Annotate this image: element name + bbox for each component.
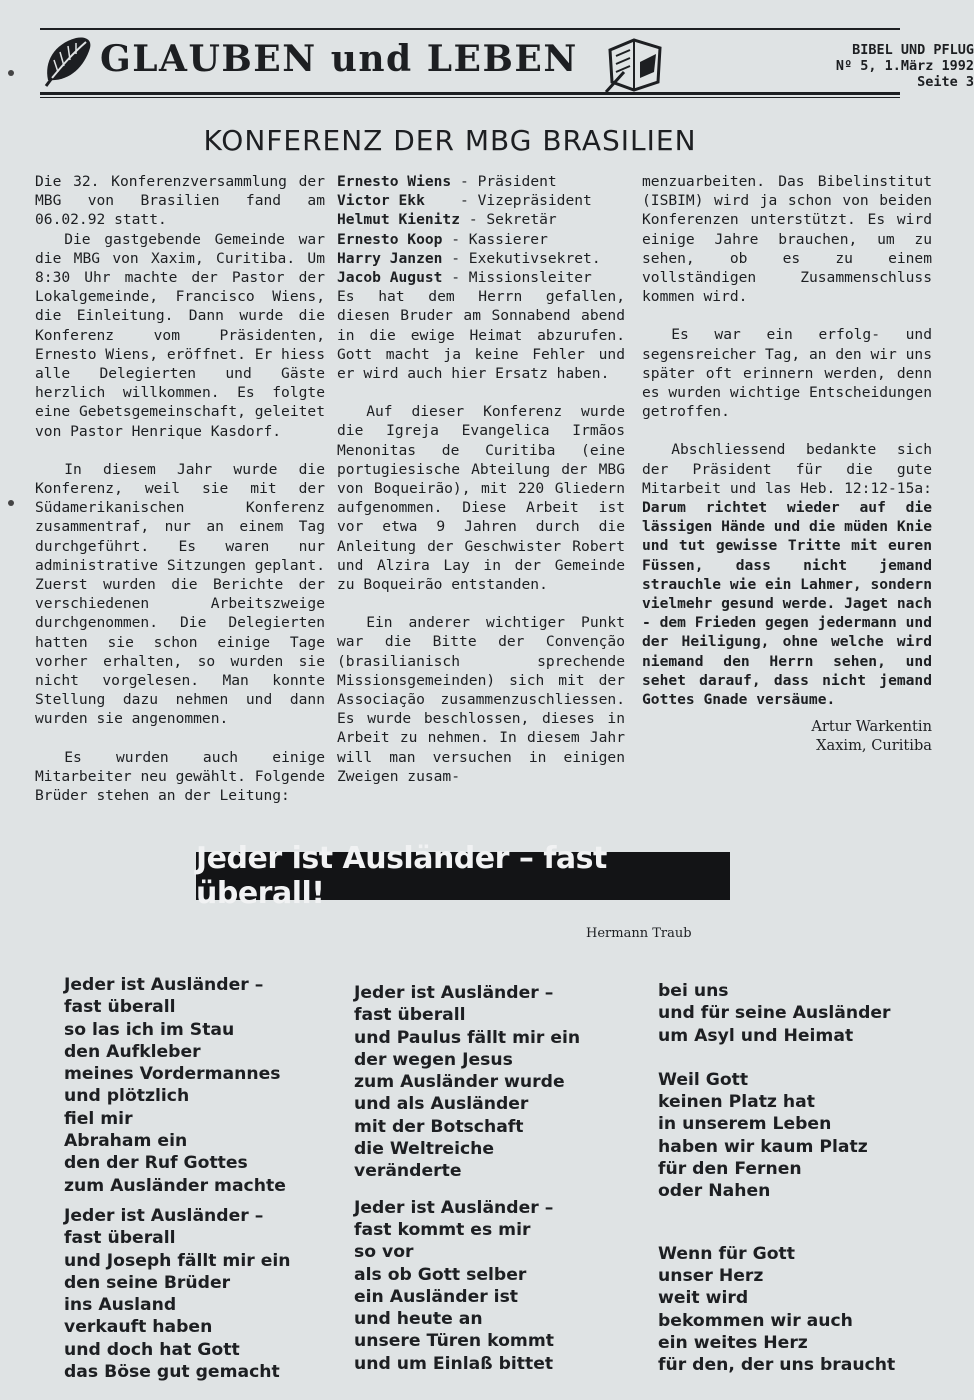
poem-stanza [64,974,334,1197]
poem-line: ein weites Herz [658,1332,808,1353]
officer-list [337,172,625,287]
bible-quote: Darum richtet wieder auf die lässigen Hände und die müden Knie und tut gewisse Tritte mit euren Füssen, dass nicht jemand strauchle wie ein Lahmer, sondern vielmehr gesund werde. Jaget nach - dem Frieden gegen jedermann und der Heiligung, ohne welche wird niemand den Herrn sehen, und sehet darauf, dass nicht jemand Gottes Gnade versäume. [642,499,932,709]
signature-place: Xaxim, Curitiba [816,737,932,755]
paragraph: Es wurden auch einige Mitarbeiter neu gewählt. Folgende Brüder stehen an der Leitung: [35,748,325,805]
officer-row [337,191,625,210]
officer-name: Ernesto Wiens [337,173,452,190]
poem-line: zum Ausländer wurde [354,1072,565,1093]
article-column-1 [35,172,325,805]
poem-line: weit wird [658,1288,749,1309]
poem-line: und Joseph fällt mir ein [64,1250,291,1271]
poem-line: und doch hat Gott [64,1339,240,1360]
officer-row [337,249,625,268]
poem-line: keinen Platz hat [658,1092,815,1113]
poem-line: bei uns [658,981,729,1001]
poem-line: und plötzlich [64,1086,190,1107]
poem-line: und Paulus fällt mir ein [354,1027,581,1048]
issue-date: Nº 5, 1.März 1992 [835,58,974,74]
poem-line: und heute an [354,1309,483,1330]
poem-column-1 [64,974,334,1393]
officer-row [337,268,625,287]
paragraph: Die gastgebende Gemeinde war die MBG von Xaxim, Curitiba. Um 8:30 Uhr machte der Pastor der Lokalgemeinde, Francisco Wiens, die Einleitung. Dann wurde die Konferenz vom Präsidenten, Ernesto Wiens, eröffnet. Er hiess alle Delegierten und Gäste herzlich willkommen. Es folgte eine Gebetsgemeinschaft, geleitet von Pastor Henrique Kasdorf. [35,230,325,440]
poem-stanza [658,980,928,1047]
signature-name: Artur Warkentin [811,718,932,736]
poem-line: so vor [354,1242,414,1263]
masthead-title: GLAUBEN und LEBEN [100,38,578,80]
poem-line: oder Nahen [658,1181,771,1202]
officer-name: Harry Janzen [337,249,443,267]
poem-line: Abraham ein [64,1131,188,1152]
poem-stanza [64,1205,334,1383]
poem-line: Jeder ist Ausländer – [354,1197,554,1218]
poem-stanza [658,1069,928,1203]
poem-line: meines Vordermannes [64,1064,281,1085]
poem-column-3 [658,980,928,1386]
bible-plough-icon [604,32,666,94]
poem-line: haben wir kaum Platz [658,1136,868,1157]
officer-role: - Präsident [460,173,557,190]
poem-line: zum Ausländer machte [64,1175,286,1196]
poem-line: in unserem Leben [658,1114,832,1135]
poem-column-2 [354,982,624,1385]
poem-banner-title: Jeder ist Ausländer – fast überall! [196,852,730,900]
officer-role: - Sekretär [468,211,557,229]
officer-role: - Kassierer [451,230,548,248]
officer-name: Jacob August [337,269,443,287]
poem-line: und für seine Ausländer [658,1003,891,1024]
paragraph: Auf dieser Konferenz wurde die Igreja Evangelica Irmãos Menonitas de Curitiba (eine portugiesische Abteilung der MBG von Boqueirão), mit 220 Gliedern aufgenommen. Diese Arbeit ist vor etwa 9 Jahren durch die Anleitung der Geschwister Robert und Alzira Lay in der Gemeinde zu Boqueirão entstanden. [337,403,625,594]
poem-line: den seine Brüder [64,1272,231,1293]
poem-line: Jeder ist Ausländer – [64,1205,264,1226]
poem-line: so las ich im Stau [64,1019,235,1040]
poem-line: fast überall [64,1228,176,1249]
article-column-3 [642,172,932,756]
article-column-2 [337,172,625,786]
paragraph: Ein anderer wichtiger Punkt war die Bitte der Convenção (brasilianisch sprechende Missionsgemeinden) sich mit der Associação zusammenzuschliessen. Es wurde beschlossen, dieses in Arbeit zu nehmen. In diesem Jahr will man versuchen in einigen Zweigen zusam- [337,614,625,785]
leaf-logo-icon [42,34,94,90]
poem-stanza [354,1197,624,1375]
poem-line: Wenn für Gott [658,1243,795,1264]
officer-role: - Exekutivsekret. [451,249,601,267]
poem-line: den Aufkleber [64,1041,201,1062]
poem-line: der wegen Jesus [354,1049,513,1070]
poem-line: verkauft haben [64,1317,213,1338]
poem-line: das Böse gut gemacht [64,1362,280,1383]
poem-line: fast kommt es mir [354,1219,531,1240]
masthead [40,28,974,98]
poem-line: als ob Gott selber [354,1264,527,1285]
poem-author: Hermann Traub [586,926,692,941]
publication-info [780,42,974,90]
paragraph: Es war ein erfolg- und segensreicher Tag, an den wir uns später oft erinnern werden, denn es wurden wichtige Entscheidungen getroffen. [642,326,932,421]
poem-line: und als Ausländer [354,1094,529,1115]
paragraph: Es hat dem Herrn gefallen, diesen Bruder am Sonnabend abend in die ewige Heimat abzurufen. Gott macht ja keine Fehler und er wird auch hier Ersatz haben. [337,288,625,383]
officer-name: Victor Ekk [337,192,425,210]
poem-line: fiel mir [64,1108,133,1129]
poem-line: fast überall [64,997,176,1018]
poem-line: und um Einlaß bittet [354,1353,554,1374]
page-number: Seite 3 [917,74,974,90]
poem-line: unsere Türen kommt [354,1331,554,1352]
paragraph: In diesem Jahr wurde die Konferenz, weil sie mit der Südamerikanischen Konferenz zusammentraf, nur an einem Tag durchgeführt. Es waren nur administrative Sitzungen geplant. Zuerst wurden die Berichte der verschiedenen Arbeitszweige durchgenommen. Die Delegierten hatten sie schon einige Tage vorher erhalten, so wurden sie nicht vorgelesen. Man konnte Stellung dazu nehmen und dann wurden sie angenommen. [35,460,325,728]
poem-line: unser Herz [658,1265,764,1286]
poem-stanza [354,982,624,1183]
poem-line: den der Ruf Gottes [64,1153,248,1174]
officer-row [337,172,625,191]
poem-line: die Weltreiche [354,1139,495,1160]
poem-line: Jeder ist Ausländer – [354,983,554,1003]
paragraph: Die 32. Konferenzversammlung der MBG von Brasilien fand am 06.02.92 statt. [35,173,325,229]
poem-line: Weil Gott [658,1069,749,1090]
officer-role: - Vizepräsident [460,192,592,210]
punch-hole [8,70,14,76]
poem-line: für den, der uns braucht [658,1355,896,1376]
masthead-rule [40,97,900,98]
poem-stanza [658,1243,928,1377]
poem-line: Jeder ist Ausländer – [64,975,264,995]
poem-line: bekommen wir auch [658,1310,853,1331]
poem-line: veränderte [354,1161,462,1182]
masthead-rule [40,92,900,95]
masthead-rule [40,28,900,30]
paragraph: Abschliessend bedankte sich der Präsident für die gute Mitarbeit und las Heb. 12:12-15a: [642,441,932,497]
article-headline: KONFERENZ DER MBG BRASILIEN [203,124,697,157]
officer-row [337,210,625,229]
officer-row [337,230,625,249]
paragraph: menzuarbeiten. Das Bibelinstitut (ISBIM) wird ja schon von beiden Konferenzen unterstützt. Es wird einige Jahre brauchen, um zu sehen, ob es zu einem vollständigen Zusammenschluss kommen wird. [642,173,932,306]
poem-line: ins Ausland [64,1295,177,1316]
officer-name: Helmut Kienitz [337,211,461,229]
publication-name: BIBEL UND PFLUG [852,42,974,58]
poem-line: um Asyl und Heimat [658,1025,854,1046]
poem-line: für den Fernen [658,1159,802,1180]
poem-line: fast überall [354,1005,466,1026]
officer-name: Ernesto Koop [337,230,443,248]
officer-role: - Missionsleiter [451,269,592,287]
punch-hole [8,500,14,506]
poem-line: ein Ausländer ist [354,1286,519,1307]
poem-line: mit der Botschaft [354,1116,524,1137]
